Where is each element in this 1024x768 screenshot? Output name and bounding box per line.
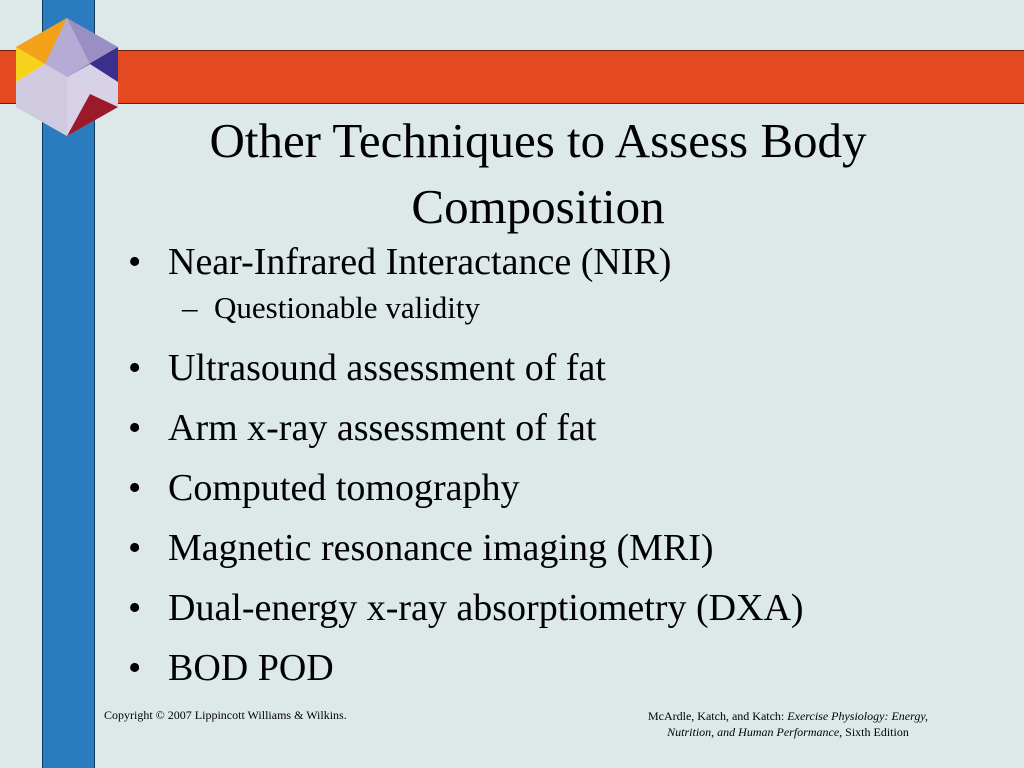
citation-edition: Sixth Edition (842, 725, 909, 739)
citation-book-title-2: Nutrition, and Human Performance, (667, 725, 843, 739)
bullet-text: Ultrasound assessment of fat (168, 347, 606, 389)
bullet-marker: • (128, 587, 142, 629)
horizontal-accent-bar (0, 50, 1024, 104)
bullet-marker: • (128, 467, 142, 509)
bullet-list (128, 240, 1008, 706)
bullet-marker: • (128, 647, 142, 689)
bullet-text: Arm x-ray assessment of fat (168, 407, 597, 449)
title-line-1: Other Techniques to Assess Body (209, 113, 867, 168)
citation (600, 708, 976, 740)
bullet-item (128, 466, 1008, 510)
bullet-item (128, 346, 1008, 390)
slide-title (130, 108, 946, 240)
bullet-marker: • (128, 347, 142, 389)
bullet-text: Computed tomography (168, 467, 520, 509)
copyright-notice: Copyright © 2007 Lippincott Williams & Wilkins. (104, 708, 347, 722)
title-line-2: Composition (411, 179, 665, 234)
bullet-marker: • (128, 241, 142, 283)
bullet-text: Dual-energy x-ray absorptiometry (DXA) (168, 587, 804, 629)
bullet-item (128, 646, 1008, 690)
bullet-text: Near-Infrared Interactance (NIR) (168, 241, 672, 283)
bullet-item (128, 406, 1008, 450)
sub-bullet-item (182, 290, 1008, 326)
bullet-item (128, 586, 1008, 630)
bullet-item (128, 526, 1008, 570)
bullet-marker: • (128, 407, 142, 449)
bullet-text: Magnetic resonance imaging (MRI) (168, 527, 714, 569)
bullet-item (128, 240, 1008, 284)
citation-authors: McArdle, Katch, and Katch: (647, 709, 788, 723)
sub-bullet-marker: – (182, 290, 198, 325)
bullet-text: BOD POD (168, 647, 334, 689)
cube-logo-icon (10, 16, 124, 138)
sub-bullet-text: Questionable validity (214, 290, 481, 325)
bullet-marker: • (128, 527, 142, 569)
citation-book-title-1: Exercise Physiology: Energy, (787, 709, 929, 723)
